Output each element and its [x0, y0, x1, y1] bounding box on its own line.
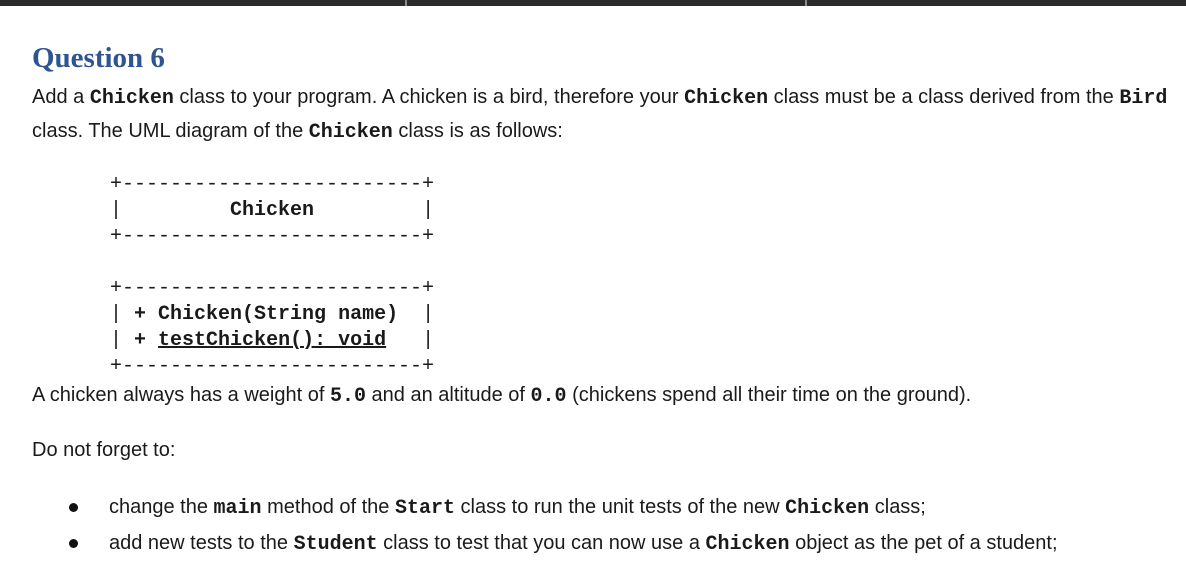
- intro-text: class. The UML diagram of the: [32, 120, 309, 142]
- code-student: Student: [293, 533, 378, 556]
- code-main: main: [213, 497, 262, 520]
- toolbar-divider: [805, 0, 807, 6]
- code-chicken: Chicken: [705, 533, 790, 556]
- code-altitude: 0.0: [530, 385, 567, 408]
- uml-border-bottom: +-------------------------+: [110, 355, 435, 378]
- uml-bar: |: [110, 329, 123, 352]
- item-text: class to run the unit tests of the new: [454, 496, 786, 518]
- todo-list: [60, 490, 1058, 562]
- uml-method-test: testChicken(): void: [158, 329, 387, 352]
- code-chicken: Chicken: [785, 497, 870, 520]
- intro-text: class is as follows:: [392, 120, 563, 142]
- uml-border-methods-top: +-------------------------+: [110, 277, 435, 300]
- uml-bar: |: [422, 199, 435, 222]
- toolbar-divider: [405, 0, 407, 6]
- code-start: Start: [394, 497, 455, 520]
- bullet-icon: [69, 503, 78, 512]
- code-chicken: Chicken: [89, 87, 174, 110]
- item-text: change the: [109, 496, 214, 518]
- uml-bar: |: [110, 199, 123, 222]
- uml-method-constructor: + Chicken(String name): [134, 303, 399, 326]
- uml-bar: |: [422, 329, 435, 352]
- intro-text: class must be a class derived from the: [768, 86, 1120, 108]
- weight-text: (chickens spend all their time on the ground).: [566, 384, 972, 406]
- item-text: object as the pet of a student;: [789, 532, 1058, 554]
- question-heading: Question 6: [32, 42, 165, 74]
- item-text: method of the: [261, 496, 395, 518]
- uml-class-name: Chicken: [230, 199, 315, 222]
- weight-text: and an altitude of: [365, 384, 531, 406]
- item-text: class to test that you can now use a: [377, 532, 706, 554]
- uml-bar: |: [422, 303, 435, 326]
- uml-bar: |: [110, 303, 123, 326]
- list-item: [60, 526, 1058, 562]
- code-chicken: Chicken: [684, 87, 769, 110]
- uml-method-prefix: +: [134, 329, 159, 352]
- top-toolbar-edge: [0, 0, 1186, 6]
- bullet-icon: [69, 539, 78, 548]
- code-chicken: Chicken: [308, 121, 393, 144]
- uml-diagram: [110, 172, 434, 380]
- uml-border-mid: +-------------------------+: [110, 225, 435, 248]
- intro-paragraph: [32, 81, 1182, 149]
- intro-text: Add a: [32, 86, 90, 108]
- item-text: class;: [869, 496, 926, 518]
- weight-text: A chicken always has a weight of: [32, 384, 330, 406]
- intro-text: class to your program. A chicken is a bird, therefore your: [173, 86, 685, 108]
- code-weight: 5.0: [329, 385, 366, 408]
- code-bird: Bird: [1119, 87, 1168, 110]
- forget-paragraph: Do not forget to:: [32, 439, 176, 461]
- list-item: [60, 490, 1058, 526]
- item-text: add new tests to the: [109, 532, 294, 554]
- weight-paragraph: [32, 379, 1182, 413]
- uml-border-top: +-------------------------+: [110, 173, 435, 196]
